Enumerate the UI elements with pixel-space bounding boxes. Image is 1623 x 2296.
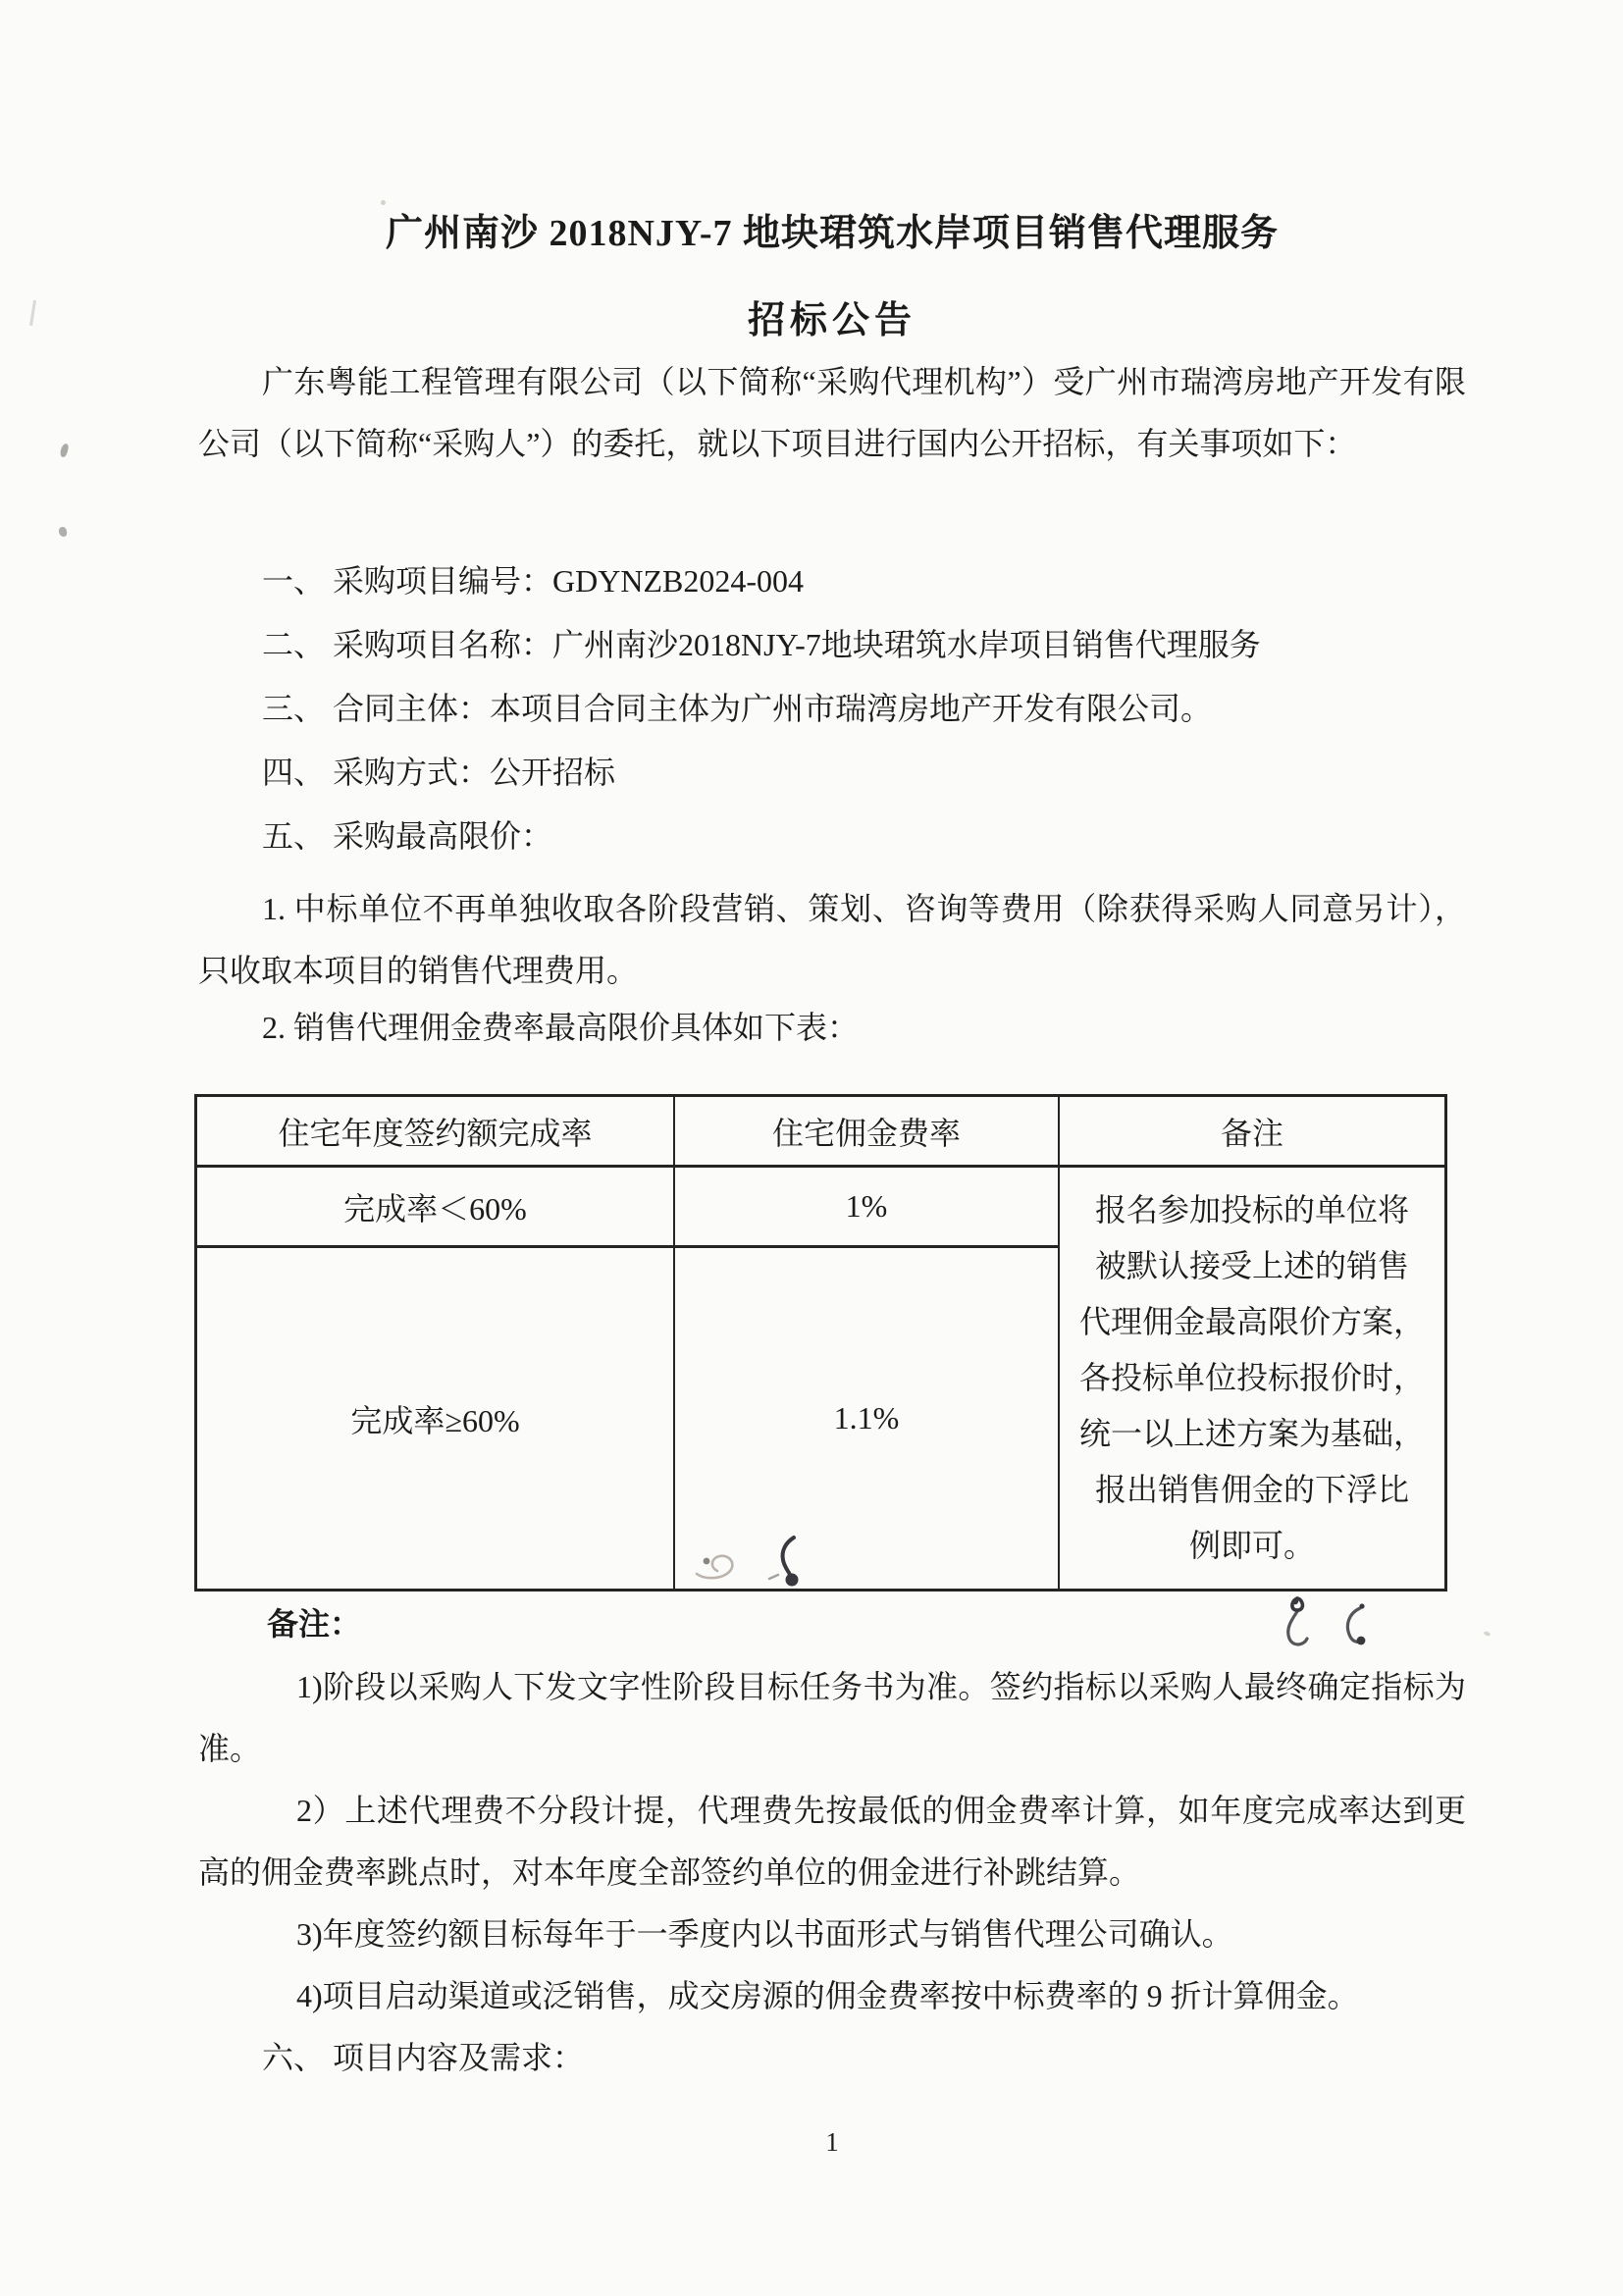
table-cell-remark xyxy=(1060,1168,1444,1589)
item-contract-subject: 三、 合同主体：本项目合同主体为广州市瑞湾房地产开发有限公司。 xyxy=(262,691,1213,726)
scan-speckle xyxy=(58,526,67,537)
remark-line: 报出销售佣金的下浮比 xyxy=(1094,1472,1409,1507)
remark-line: 被默认接受上述的销售 xyxy=(1094,1248,1409,1283)
document-subtitle: 招标公告 xyxy=(747,300,916,341)
table-cell-rate-band-1: 完成率＜60% xyxy=(197,1168,675,1248)
document-title: 广州南沙 2018NJY-7 地块珺筑水岸项目销售代理服务 xyxy=(385,213,1280,254)
remark-line: 例即可。 xyxy=(1188,1528,1315,1563)
remark-line: 报名参加投标的单位将 xyxy=(1094,1192,1409,1227)
table-header-commission-rate: 住宅佣金费率 xyxy=(675,1097,1060,1168)
note-2: 2）上述代理费不分段计提，代理费先按最低的佣金费率计算，如年度完成率达到更高的佣金费率跳点时，对本年度全部签约单位的佣金进行补跳结算。 xyxy=(198,1793,1466,1890)
item-project-name: 二、 采购项目名称：广州南沙2018NJY-7地块珺筑水岸项目销售代理服务 xyxy=(262,627,1261,662)
numbered-item-list xyxy=(198,549,1466,868)
table-cell-commission-2: 1.1% xyxy=(675,1248,1060,1589)
section-six-heading: 六、 项目内容及需求： xyxy=(262,2040,585,2075)
scan-speckle xyxy=(59,443,69,457)
scan-speckle xyxy=(381,200,386,205)
handwriting-mark xyxy=(763,1534,809,1589)
note-4: 4)项目启动渠道或泛销售，成交房源的佣金费率按中标费率的 9 折计算佣金。 xyxy=(296,1978,1359,2013)
note-3: 3)年度签约额目标每年于一季度内以书面形式与销售代理公司确认。 xyxy=(296,1916,1233,1952)
item-procurement-method: 四、 采购方式：公开招标 xyxy=(262,755,616,790)
notes-list xyxy=(198,1656,1466,2027)
scan-speckle xyxy=(1484,1631,1492,1637)
notes-label: 备注： xyxy=(267,1606,362,1642)
intro-paragraph: 广东粤能工程管理有限公司（以下简称“采购代理机构”）受广州市瑞湾房地产开发有限公司（以下简称“采购人”）的委托，就以下项目进行国内公开招标，有关事项如下： xyxy=(198,364,1466,461)
item-project-number: 一、 采购项目编号：GDYNZB2024-004 xyxy=(262,563,804,599)
remark-line: 统一以上述方案为基础， xyxy=(1078,1416,1425,1451)
commission-rate-table xyxy=(194,1094,1447,1592)
table-header-completion-rate: 住宅年度签约额完成率 xyxy=(197,1097,675,1168)
remark-line: 各投标单位投标报价时， xyxy=(1078,1360,1425,1395)
price-cap-note-1: 1. 中标单位不再单独收取各阶段营销、策划、咨询等费用（除获得采购人同意另计），只收取本项目的销售代理费用。 xyxy=(198,891,1466,988)
item-price-cap: 五、 采购最高限价： xyxy=(262,818,553,854)
remark-line: 代理佣金最高限价方案， xyxy=(1078,1304,1425,1339)
page-number: 1 xyxy=(825,2127,839,2157)
price-cap-note-2: 2. 销售代理佣金费率最高限价具体如下表： xyxy=(262,1010,860,1045)
scan-speckle xyxy=(29,300,36,326)
table-cell-commission-1: 1% xyxy=(675,1168,1060,1248)
table-header-remark: 备注 xyxy=(1060,1097,1444,1168)
table-cell-rate-band-2: 完成率≥60% xyxy=(197,1248,675,1589)
handwriting-mark xyxy=(689,1544,750,1586)
note-1: 1)阶段以采购人下发文字性阶段目标任务书为准。签约指标以采购人最终确定指标为准。 xyxy=(198,1669,1466,1766)
